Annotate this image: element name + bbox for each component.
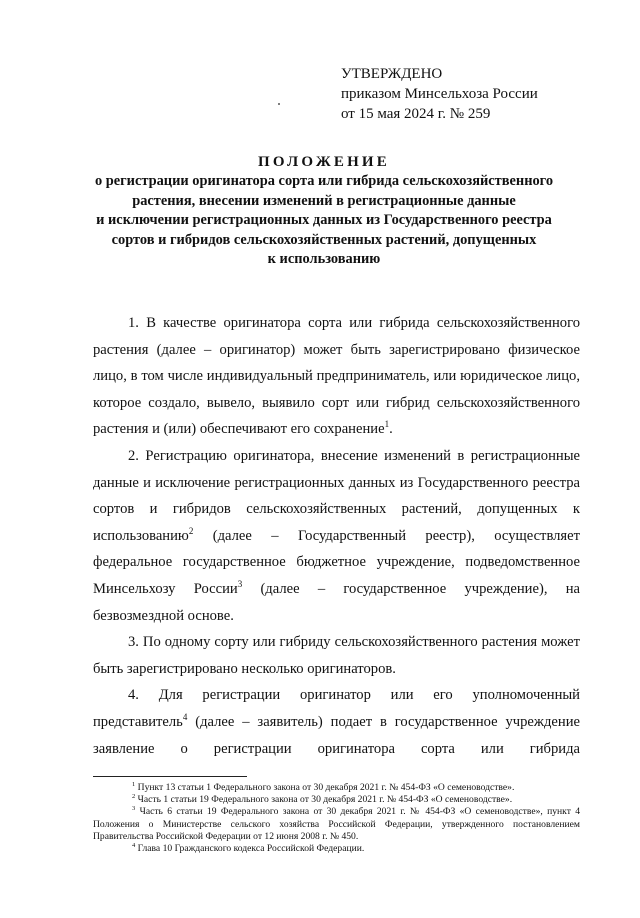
paragraph-2 [93, 443, 580, 629]
paragraph-4 [93, 682, 580, 762]
approval-date: от 15 мая 2024 г. № 259 [341, 106, 491, 122]
footnote-number: 4 [132, 841, 136, 849]
title-word: ПОЛОЖЕНИЕ [257, 154, 391, 170]
footnote-item [93, 794, 580, 806]
title-line: к использованию [267, 251, 381, 267]
footnote-text: Глава 10 Гражданского кодекса Российской Федерации. [137, 843, 365, 855]
footnote-ref: 2 [188, 525, 194, 536]
title-line: и исключении регистрационных данных из Государственного реестра [96, 212, 552, 228]
approval-heading: УТВЕРЖДЕНО [341, 66, 443, 82]
scan-speck [278, 103, 280, 105]
paragraph-text: 2. Регистрацию оригинатора, внесение изменений в регистрационные данные и исключение регистрационных данных из Государственного реестра сортов и гибридов сельскохозяйственных растений, допущенных к использованию [93, 447, 580, 544]
approval-stamp [341, 64, 538, 124]
title-line: растения, внесении изменений в регистрационные данные [132, 192, 516, 209]
footnote-divider [93, 776, 247, 777]
document-body [93, 310, 580, 762]
footnote-ref: 3 [237, 579, 243, 590]
paragraph-1 [93, 310, 580, 443]
paragraph-text: (далее – Государственный реестр), осуществляет федеральное государственное бюджетное учреждение, подведомственное Минсельхозу России [93, 527, 580, 597]
footnote-item [93, 782, 580, 794]
footnote-ref: 4 [182, 712, 188, 723]
paragraph-text: 1. В качестве оригинатора сорта или гибрида сельскохозяйственного растения (далее – оригинатор) может быть зарегистрировано физическое лицо, в том числе индивидуальный предприниматель, или юридическое лицо, которое создало, вывело, выявило сорт или гибрид сельскохозяйственного растения и (или) обеспечивают его сохранение [93, 315, 580, 438]
paragraph-end: . [389, 421, 393, 438]
title-line: о регистрации оригинатора сорта или гибрида сельскохозяйственного [94, 173, 554, 189]
title-line: сортов и гибридов сельскохозяйственных растений, допущенных [111, 231, 537, 248]
footnotes [93, 782, 580, 855]
footnote-text: Часть 1 статьи 19 Федерального закона от 30 декабря 2021 г. № 454-ФЗ «О семеноводстве». [137, 794, 513, 806]
paragraph-text: 3. По одному сорту или гибриду сельскохозяйственного растения может быть зарегистрировано несколько оригинаторов. [93, 634, 580, 677]
paragraph-3 [93, 629, 580, 682]
footnote-item [93, 806, 580, 843]
footnote-text: Пункт 13 статьи 1 Федерального закона от 30 декабря 2021 г. № 454-ФЗ «О семеноводстве». [137, 782, 515, 793]
document-title [70, 152, 578, 270]
footnote-text: Часть 6 статьи 19 Федерального закона от 30 декабря 2021 г. № 454-ФЗ «О семеноводстве», пункт 4 Положения о Министерстве сельского хозяйства Российской Федерации, утвержденного постановлением Правительства Российской Федерации от 12 июня 2008 г. № 450. [93, 806, 581, 842]
paragraph-text: 4. Для регистрации оригинатор или его уполномоченный представитель [93, 687, 580, 730]
footnote-number: 1 [132, 780, 136, 788]
paragraph-text: (далее – заявитель) подает в государственное учреждение заявление о регистрации оригинатора сорта или гибрида [93, 713, 580, 757]
approval-order: приказом Минсельхоза России [341, 86, 538, 102]
paragraph-text: (далее – государственное учреждение), на безвозмездной основе. [93, 580, 580, 624]
footnote-number: 3 [132, 805, 136, 813]
footnote-item [93, 843, 580, 855]
footnote-ref: 1 [384, 419, 390, 430]
footnote-number: 2 [132, 793, 136, 801]
